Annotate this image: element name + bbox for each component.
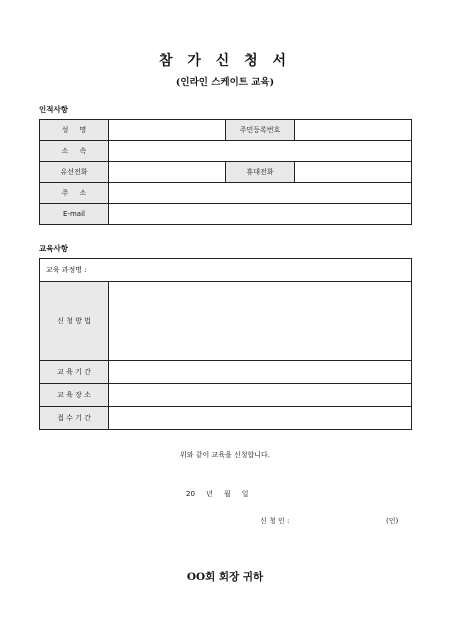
personal-info-table [39, 119, 412, 225]
date-line: 20 년 월 일 [186, 490, 249, 498]
applicant-label: 신 청 인 : [260, 517, 290, 525]
address-field[interactable] [109, 183, 412, 204]
affiliation-label: 소 속 [40, 141, 109, 162]
venue-label: 교 육 장 소 [40, 384, 109, 407]
affiliation-row [40, 141, 412, 162]
venue-field[interactable] [109, 384, 412, 407]
course-name-row [40, 259, 412, 282]
education-info-table [39, 258, 412, 430]
education-section-heading: 교육사항 [39, 244, 68, 253]
email-label: E-mail [40, 204, 109, 225]
name-field[interactable] [109, 120, 226, 141]
document-subtitle: (인라인 스케이트 교육) [175, 77, 275, 88]
mobile-field[interactable] [295, 162, 412, 183]
address-row [40, 183, 412, 204]
mobile-label: 휴대전화 [226, 162, 295, 183]
reception-field[interactable] [109, 407, 412, 430]
phone-row [40, 162, 412, 183]
venue-row [40, 384, 412, 407]
method-label: 신 청 방 법 [40, 282, 109, 361]
name-row [40, 120, 412, 141]
email-field[interactable] [109, 204, 412, 225]
reception-label: 접 수 기 간 [40, 407, 109, 430]
email-row [40, 204, 412, 225]
resident-number-label: 주민등록번호 [226, 120, 295, 141]
address-label: 주 소 [40, 183, 109, 204]
period-field[interactable] [109, 361, 412, 384]
seal-mark: (인) [386, 517, 399, 525]
reception-row [40, 407, 412, 430]
addressee: OO회 회장 귀하 [186, 571, 264, 583]
period-label: 교 육 기 간 [40, 361, 109, 384]
personal-section-heading: 인적사항 [39, 105, 68, 114]
period-row [40, 361, 412, 384]
name-label: 성 명 [40, 120, 109, 141]
course-name-label: 교육 과정명 : [40, 259, 412, 282]
affiliation-field[interactable] [109, 141, 412, 162]
landline-field[interactable] [109, 162, 226, 183]
method-field[interactable] [109, 282, 412, 361]
document-title: 참 가 신 청 서 [158, 53, 292, 69]
application-statement: 위와 같이 교육을 신청합니다. [179, 451, 271, 459]
resident-number-field[interactable] [295, 120, 412, 141]
method-row [40, 282, 412, 361]
landline-label: 유선전화 [40, 162, 109, 183]
